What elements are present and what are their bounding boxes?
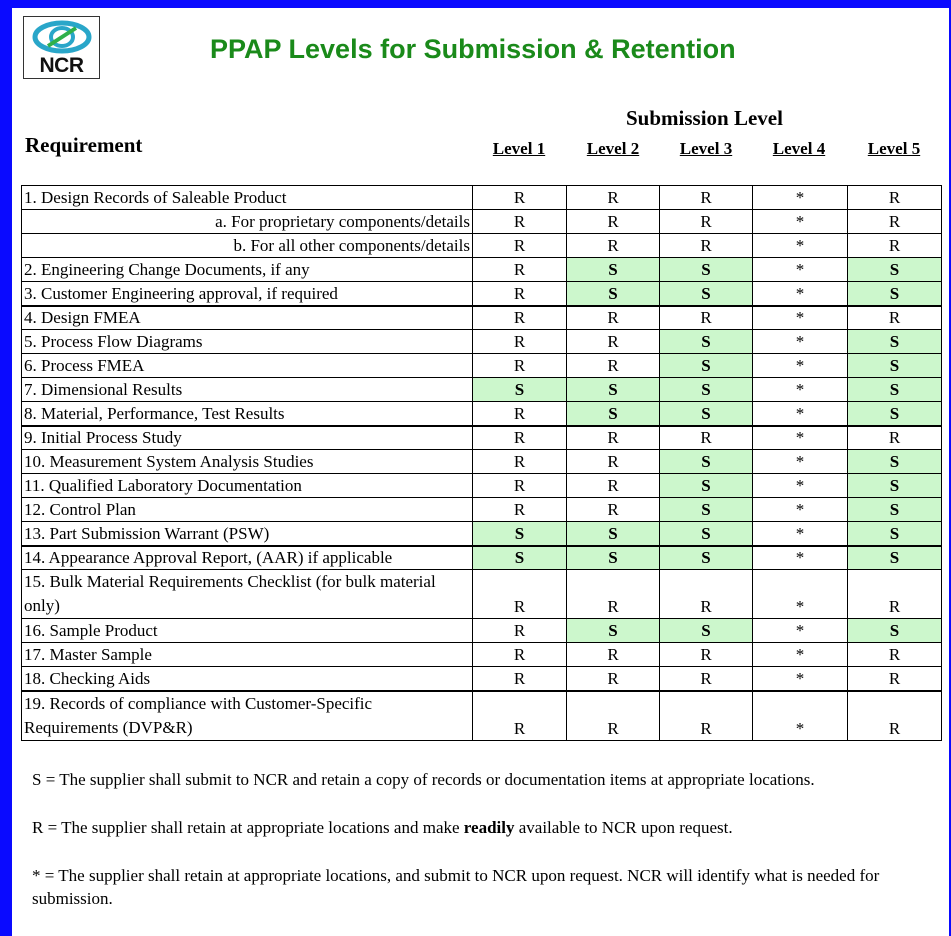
level-2-cell: R: [567, 306, 660, 330]
level-3-cell: R: [660, 570, 753, 619]
level-5-cell: R: [848, 643, 942, 667]
level-1-cell: R: [473, 474, 567, 498]
requirement-cell: 8. Material, Performance, Test Results: [22, 402, 473, 426]
level-5-cell: S: [848, 498, 942, 522]
level-1-cell: R: [473, 306, 567, 330]
level-1-cell: R: [473, 570, 567, 619]
level-3-cell: S: [660, 402, 753, 426]
level-1-cell: R: [473, 186, 567, 210]
level-5-cell: R: [848, 570, 942, 619]
requirement-header: Requirement: [25, 133, 143, 157]
level-3-cell: S: [660, 522, 753, 546]
requirement-cell: 11. Qualified Laboratory Documentation: [22, 474, 473, 498]
table-row: [22, 234, 942, 258]
level-2-cell: R: [567, 330, 660, 354]
table-row: [22, 186, 942, 210]
requirement-cell: a. For proprietary components/details: [22, 210, 473, 234]
table-row: [22, 522, 942, 546]
requirement-cell: 10. Measurement System Analysis Studies: [22, 450, 473, 474]
level-5-cell: R: [848, 234, 942, 258]
level-5-cell: S: [848, 619, 942, 643]
table-row: [22, 354, 942, 378]
level-1-cell: R: [473, 619, 567, 643]
level-2-cell: S: [567, 522, 660, 546]
level-5-cell: S: [848, 354, 942, 378]
level-2-cell: R: [567, 667, 660, 691]
requirement-cell: 19. Records of compliance with Customer-Specific Requirements (DVP&R): [22, 691, 473, 741]
level-5-cell: R: [848, 426, 942, 450]
level-2-cell: R: [567, 354, 660, 378]
level-1-cell: R: [473, 498, 567, 522]
level-1-cell: S: [473, 546, 567, 570]
requirement-cell: 2. Engineering Change Documents, if any: [22, 258, 473, 282]
level-2-cell: R: [567, 474, 660, 498]
level-4-cell: *: [753, 691, 848, 741]
level-4-cell: *: [753, 402, 848, 426]
level-2-header: Level 2: [586, 139, 640, 158]
requirement-cell: 4. Design FMEA: [22, 306, 473, 330]
requirement-cell: 7. Dimensional Results: [22, 378, 473, 402]
legend-star: * = The supplier shall retain at appropriate locations, and submit to NCR upon request. NCR will identify what is needed for submission.: [32, 866, 880, 908]
level-4-cell: *: [753, 378, 848, 402]
level-4-cell: *: [753, 546, 848, 570]
level-5-cell: R: [848, 186, 942, 210]
level-3-cell: S: [660, 282, 753, 306]
level-1-cell: R: [473, 330, 567, 354]
level-4-cell: *: [753, 306, 848, 330]
requirement-cell: 9. Initial Process Study: [22, 426, 473, 450]
table-row: [22, 258, 942, 282]
level-5-cell: R: [848, 210, 942, 234]
requirement-cell: 15. Bulk Material Requirements Checklist (for bulk material only): [22, 570, 473, 619]
level-1-cell: S: [473, 378, 567, 402]
legend-r-text: R = The supplier shall retain at appropriate locations and make: [32, 818, 464, 837]
level-2-cell: R: [567, 498, 660, 522]
level-1-cell: R: [473, 234, 567, 258]
level-1-cell: R: [473, 258, 567, 282]
level-5-cell: S: [848, 378, 942, 402]
level-4-cell: *: [753, 619, 848, 643]
level-2-cell: R: [567, 450, 660, 474]
table-row: [22, 426, 942, 450]
level-3-cell: S: [660, 619, 753, 643]
legend-s: S = The supplier shall submit to NCR and retain a copy of records or documentation items at appropriate locations.: [32, 770, 815, 789]
submission-level-header: Submission Level: [626, 106, 783, 130]
level-2-cell: S: [567, 546, 660, 570]
level-5-cell: R: [848, 306, 942, 330]
requirement-cell: 13. Part Submission Warrant (PSW): [22, 522, 473, 546]
table-row: [22, 402, 942, 426]
level-3-cell: R: [660, 210, 753, 234]
level-5-cell: S: [848, 546, 942, 570]
level-3-cell: R: [660, 186, 753, 210]
level-2-cell: S: [567, 282, 660, 306]
requirement-cell: 17. Master Sample: [22, 643, 473, 667]
level-5-header: Level 5: [867, 139, 921, 158]
legend-r-text-end: available to NCR upon request.: [514, 818, 733, 837]
level-4-cell: *: [753, 210, 848, 234]
ppap-table: [21, 185, 942, 741]
level-2-cell: R: [567, 210, 660, 234]
level-1-header: Level 1: [492, 139, 546, 158]
level-2-cell: R: [567, 691, 660, 741]
level-1-cell: R: [473, 667, 567, 691]
level-3-cell: S: [660, 546, 753, 570]
table-row: [22, 691, 942, 741]
level-4-cell: *: [753, 330, 848, 354]
level-4-cell: *: [753, 186, 848, 210]
table-row: [22, 306, 942, 330]
level-1-cell: R: [473, 426, 567, 450]
level-4-cell: *: [753, 426, 848, 450]
level-3-cell: S: [660, 450, 753, 474]
level-4-cell: *: [753, 234, 848, 258]
level-5-cell: S: [848, 522, 942, 546]
level-1-cell: R: [473, 450, 567, 474]
level-5-cell: S: [848, 450, 942, 474]
requirement-cell: 1. Design Records of Saleable Product: [22, 186, 473, 210]
table-row: [22, 210, 942, 234]
level-4-cell: *: [753, 643, 848, 667]
requirement-cell: 18. Checking Aids: [22, 667, 473, 691]
level-5-cell: S: [848, 330, 942, 354]
level-3-cell: R: [660, 426, 753, 450]
level-4-header: Level 4: [772, 139, 826, 158]
table-row: [22, 330, 942, 354]
ncr-logo-icon: [32, 20, 92, 54]
level-1-cell: S: [473, 522, 567, 546]
table-row: [22, 546, 942, 570]
requirement-cell: 3. Customer Engineering approval, if required: [22, 282, 473, 306]
requirement-cell: 12. Control Plan: [22, 498, 473, 522]
level-2-cell: S: [567, 258, 660, 282]
level-3-cell: S: [660, 498, 753, 522]
level-3-cell: S: [660, 258, 753, 282]
level-4-cell: *: [753, 522, 848, 546]
table-row: [22, 570, 942, 619]
level-1-cell: R: [473, 354, 567, 378]
level-5-cell: S: [848, 474, 942, 498]
table-row: [22, 643, 942, 667]
level-4-cell: *: [753, 354, 848, 378]
level-3-cell: R: [660, 691, 753, 741]
level-3-cell: S: [660, 330, 753, 354]
level-3-cell: R: [660, 667, 753, 691]
table-row: [22, 667, 942, 691]
level-5-cell: S: [848, 282, 942, 306]
level-3-cell: R: [660, 234, 753, 258]
level-5-cell: S: [848, 258, 942, 282]
level-2-cell: S: [567, 619, 660, 643]
level-4-cell: *: [753, 450, 848, 474]
table-row: [22, 498, 942, 522]
requirement-cell: 6. Process FMEA: [22, 354, 473, 378]
level-2-cell: R: [567, 234, 660, 258]
legend-r: [32, 816, 922, 839]
table-row: [22, 378, 942, 402]
level-3-cell: R: [660, 306, 753, 330]
level-2-cell: R: [567, 186, 660, 210]
requirement-cell: 14. Appearance Approval Report, (AAR) if applicable: [22, 546, 473, 570]
level-4-cell: *: [753, 498, 848, 522]
legend-r-bold: readily: [463, 818, 515, 837]
requirement-cell: b. For all other components/details: [22, 234, 473, 258]
level-3-cell: S: [660, 378, 753, 402]
level-3-cell: S: [660, 354, 753, 378]
table-row: [22, 450, 942, 474]
level-1-cell: R: [473, 282, 567, 306]
level-3-cell: R: [660, 643, 753, 667]
level-1-cell: R: [473, 402, 567, 426]
page-title: PPAP Levels for Submission & Retention: [210, 34, 736, 64]
level-2-cell: S: [567, 402, 660, 426]
level-4-cell: *: [753, 282, 848, 306]
level-2-cell: R: [567, 426, 660, 450]
level-5-cell: R: [848, 667, 942, 691]
table-row: [22, 474, 942, 498]
table-row: [22, 619, 942, 643]
level-4-cell: *: [753, 474, 848, 498]
logo-text: NCR: [39, 54, 84, 77]
requirement-cell: 16. Sample Product: [22, 619, 473, 643]
level-4-cell: *: [753, 258, 848, 282]
level-2-cell: S: [567, 378, 660, 402]
level-2-cell: R: [567, 643, 660, 667]
level-4-cell: *: [753, 667, 848, 691]
level-5-cell: R: [848, 691, 942, 741]
level-1-cell: R: [473, 643, 567, 667]
level-2-cell: R: [567, 570, 660, 619]
level-1-cell: R: [473, 210, 567, 234]
level-5-cell: S: [848, 402, 942, 426]
level-3-cell: S: [660, 474, 753, 498]
level-4-cell: *: [753, 570, 848, 619]
requirement-cell: 5. Process Flow Diagrams: [22, 330, 473, 354]
table-row: [22, 282, 942, 306]
ncr-logo: [23, 16, 100, 79]
level-1-cell: R: [473, 691, 567, 741]
level-3-header: Level 3: [679, 139, 733, 158]
